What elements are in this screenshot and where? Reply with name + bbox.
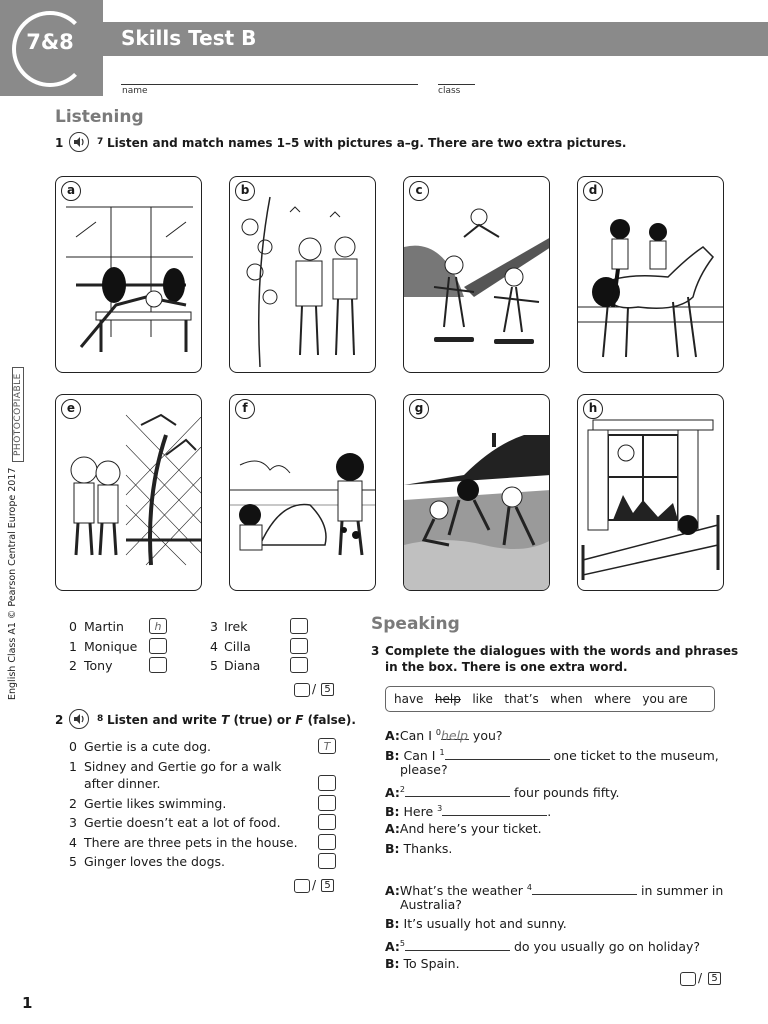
ex1-item-4-name: Cilla bbox=[224, 639, 251, 654]
picture-label: c bbox=[409, 181, 429, 201]
picture-b bbox=[229, 176, 376, 373]
audio-speaker-icon[interactable] bbox=[69, 132, 89, 152]
ex2-instruction: Listen and write T (true) or F (false). bbox=[107, 713, 356, 727]
name-line[interactable] bbox=[121, 84, 418, 85]
ex3-score-box[interactable] bbox=[680, 972, 696, 986]
picture-e bbox=[55, 394, 202, 591]
ex2-item-0-text: Gertie is a cute dog. bbox=[84, 739, 211, 754]
ex1-item-1-answer-box[interactable] bbox=[149, 638, 167, 654]
dialogue1-line-b1: B: Can I $^1$ one ticket to the museum, bbox=[385, 748, 719, 764]
weightlifting-illustration bbox=[56, 177, 202, 373]
page-number: 1 bbox=[22, 994, 33, 1012]
gap-1-input[interactable] bbox=[445, 747, 550, 760]
gap-2-input[interactable] bbox=[405, 784, 510, 797]
ex1-score-sep: / bbox=[312, 682, 317, 696]
ex2-item-0-number: 0 bbox=[69, 739, 77, 754]
gap-3-input[interactable] bbox=[442, 803, 547, 816]
picture-label: h bbox=[583, 399, 603, 419]
ex1-item-4-number: 4 bbox=[210, 639, 218, 654]
ex1-item-0-number: 0 bbox=[69, 619, 77, 634]
unit-number: 7&8 bbox=[26, 30, 74, 54]
dialogue1-line-b3: B: Thanks. bbox=[385, 841, 453, 856]
ex2-item-4-text: There are three pets in the house. bbox=[84, 835, 298, 850]
ex2-score-total: 5 bbox=[321, 879, 334, 892]
ex2-item-5-answer-box[interactable] bbox=[318, 853, 336, 869]
ex1-item-3-answer-box[interactable] bbox=[290, 618, 308, 634]
class-label: class bbox=[438, 86, 461, 96]
photocopiable-label: PHOTOCOPIABLE bbox=[12, 367, 24, 462]
copyright-text: English Class A1 © Pearson Central Europe 2017 bbox=[7, 467, 18, 700]
ex2-item-2-number: 2 bbox=[69, 796, 77, 811]
ex1-item-5-name: Diana bbox=[224, 658, 261, 673]
picture-d bbox=[577, 176, 724, 373]
audio-speaker-icon[interactable] bbox=[69, 709, 89, 729]
ex2-item-1-number: 1 bbox=[69, 759, 77, 774]
ex2-item-5-text: Ginger loves the dogs. bbox=[84, 854, 226, 869]
ex1-item-1-number: 1 bbox=[69, 639, 77, 654]
page-title: Skills Test B bbox=[121, 26, 257, 50]
garden-couple-illustration bbox=[230, 177, 376, 373]
picture-label: d bbox=[583, 181, 603, 201]
ex2-score-box[interactable] bbox=[294, 879, 310, 893]
dialogue2-line-b1: B: It’s usually hot and sunny. bbox=[385, 916, 567, 931]
ex2-item-2-text: Gertie likes swimming. bbox=[84, 796, 227, 811]
ex3-number: 3 bbox=[371, 644, 380, 658]
ex2-item-3-answer-box[interactable] bbox=[318, 814, 336, 830]
ex1-score-total: 5 bbox=[321, 683, 334, 696]
dialogue1-example-answer: help bbox=[440, 728, 468, 744]
ex1-item-0-name: Martin bbox=[84, 619, 124, 634]
word-used: help bbox=[434, 692, 461, 706]
ex2-item-1-answer-box[interactable] bbox=[318, 775, 336, 791]
ex1-item-1-name: Monique bbox=[84, 639, 138, 654]
picture-h bbox=[577, 394, 724, 591]
gap-4-input[interactable] bbox=[532, 882, 637, 895]
ex1-item-2-answer-box[interactable] bbox=[149, 657, 167, 673]
horse-riding-illustration bbox=[578, 177, 724, 373]
ex1-item-3-number: 3 bbox=[210, 619, 218, 634]
ex3-score-total: 5 bbox=[708, 972, 721, 985]
picture-label: a bbox=[61, 181, 81, 201]
ex1-score-box[interactable] bbox=[294, 683, 310, 697]
word: like bbox=[472, 692, 493, 706]
ex1-item-3-name: Irek bbox=[224, 619, 248, 634]
ex2-item-5-number: 5 bbox=[69, 854, 77, 869]
ex1-item-0-answer-box: h bbox=[149, 618, 167, 634]
picture-g bbox=[403, 394, 550, 591]
sleeping-boy-illustration bbox=[578, 395, 724, 591]
picture-f bbox=[229, 394, 376, 591]
zoo-children-illustration bbox=[56, 395, 202, 591]
ex1-item-5-answer-box[interactable] bbox=[290, 657, 308, 673]
picture-c bbox=[403, 176, 550, 373]
dialogue2-line-a1: A:What’s the weather $^4$ in summer in bbox=[385, 883, 724, 899]
ex2-item-1-text: Sidney and Gertie go for a walk bbox=[84, 759, 282, 774]
dialogue2-line-a2: A:$^5$ do you usually go on holiday? bbox=[385, 939, 701, 955]
ex2-item-3-text: Gertie doesn’t eat a lot of food. bbox=[84, 815, 281, 830]
ex1-track: 7 bbox=[97, 137, 104, 147]
bathing-dog-illustration bbox=[230, 395, 376, 591]
ex1-item-2-number: 2 bbox=[69, 658, 77, 673]
ex2-item-4-number: 4 bbox=[69, 835, 77, 850]
speaking-heading: Speaking bbox=[371, 614, 460, 634]
ex2-score-sep: / bbox=[312, 878, 317, 892]
ex1-number: 1 bbox=[55, 136, 64, 150]
dialogue1-line-b2: B: Here $^3$ . bbox=[385, 804, 552, 820]
dialogue1-line-a2: A:$^2$ four pounds fifty. bbox=[385, 785, 620, 801]
picture-label: g bbox=[409, 399, 429, 419]
word: when bbox=[550, 692, 583, 706]
picture-label: f bbox=[235, 399, 255, 419]
ex2-track: 8 bbox=[97, 714, 104, 724]
word: have bbox=[394, 692, 424, 706]
ex2-item-4-answer-box[interactable] bbox=[318, 834, 336, 850]
dialogue2-line-a1-cont: Australia? bbox=[400, 897, 462, 912]
name-label: name bbox=[122, 86, 148, 96]
ex1-item-2-name: Tony bbox=[84, 658, 113, 673]
ex2-number: 2 bbox=[55, 713, 64, 727]
beach-illustration bbox=[404, 395, 550, 591]
ex2-item-2-answer-box[interactable] bbox=[318, 795, 336, 811]
word: that’s bbox=[504, 692, 539, 706]
dialogue1-line-a3: A:And here’s your ticket. bbox=[385, 821, 542, 836]
ex3-instruction-line1: Complete the dialogues with the words and phrases bbox=[385, 644, 739, 658]
word: you are bbox=[642, 692, 688, 706]
word-list bbox=[394, 692, 688, 706]
ex1-item-5-number: 5 bbox=[210, 658, 218, 673]
dialogue2-line-b2: B: To Spain. bbox=[385, 956, 460, 971]
ex2-item-3-number: 3 bbox=[69, 815, 77, 830]
listening-heading: Listening bbox=[55, 107, 144, 127]
ex3-instruction-line2: in the box. There is one extra word. bbox=[385, 660, 628, 674]
dialogue1-line-b1-cont: please? bbox=[400, 762, 448, 777]
ex1-instruction: Listen and match names 1–5 with pictures a–g. There are two extra pictures. bbox=[107, 136, 627, 150]
class-line[interactable] bbox=[438, 84, 475, 85]
picture-label: b bbox=[235, 181, 255, 201]
gap-5-input[interactable] bbox=[405, 938, 510, 951]
picture-a bbox=[55, 176, 202, 373]
ex1-item-4-answer-box[interactable] bbox=[290, 638, 308, 654]
word: where bbox=[594, 692, 631, 706]
ex3-score-sep: / bbox=[698, 971, 703, 985]
ex2-item-0-answer-box: T bbox=[318, 738, 336, 754]
dialogue1-line-a1: A:Can I $^0$help you? bbox=[385, 728, 503, 744]
skateboarding-illustration bbox=[404, 177, 550, 373]
picture-label: e bbox=[61, 399, 81, 419]
ex2-item-1-text-cont: after dinner. bbox=[84, 776, 161, 791]
